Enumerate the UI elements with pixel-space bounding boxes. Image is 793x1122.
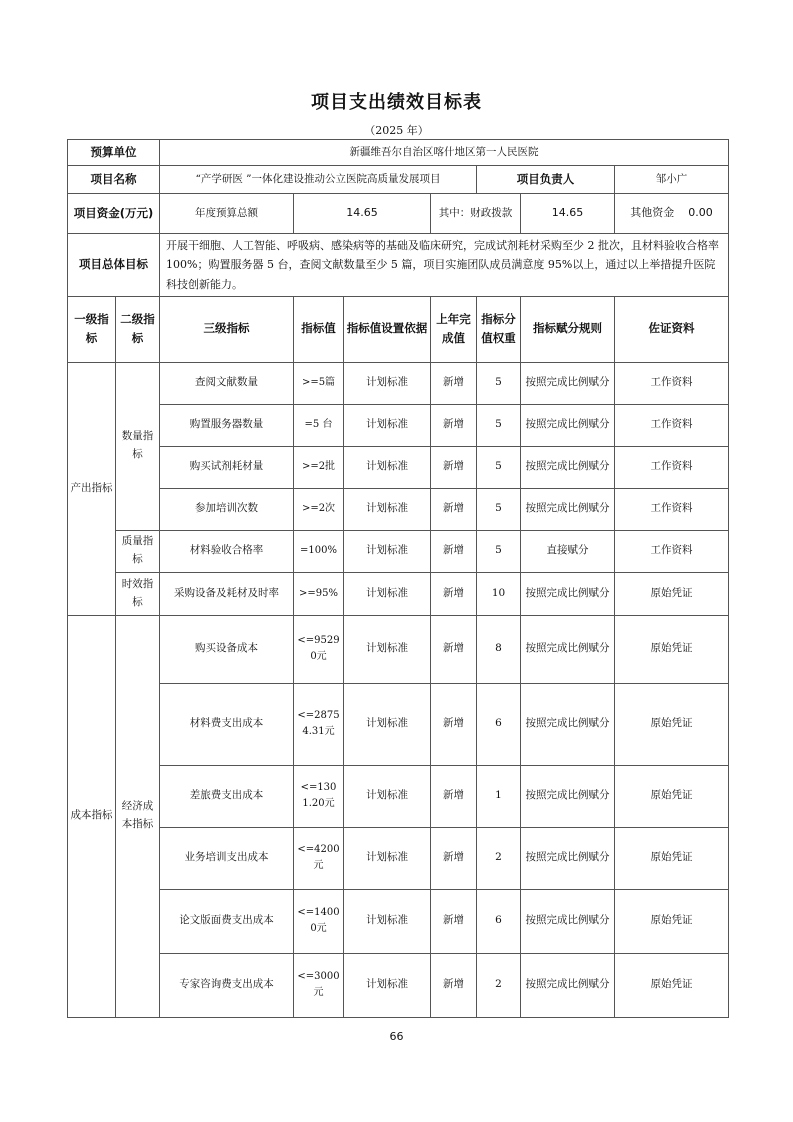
indicator-value: >=2批: [294, 446, 344, 488]
indicator-value: <=95290元: [294, 615, 344, 683]
goal-text: 开展干细胞、人工智能、呼吸病、感染病等的基础及临床研究，完成试剂耗材采购至少 2 批次，且材料验收合格率 100%；购置服务器 5 台，查阅文献数量至少 5 篇，项目实施团队成员满意度 95%以上，通过以上举措提升医院科技创新能力。: [160, 234, 729, 297]
indicator-basis: 计划标准: [344, 889, 431, 953]
indicator-name: 购买设备成本: [160, 615, 294, 683]
indicator-last: 新增: [431, 404, 477, 446]
indicator-weight: 10: [477, 572, 521, 615]
indicator-value: <=4200元: [294, 827, 344, 889]
group-timely: 时效指标: [116, 572, 160, 615]
indicator-name: 购置服务器数量: [160, 404, 294, 446]
indicator-value: <=28754.31元: [294, 683, 344, 765]
indicator-evidence: 原始凭证: [615, 765, 729, 827]
indicator-weight: 5: [477, 404, 521, 446]
other-funds-value: 0.00: [688, 206, 713, 220]
indicator-name: 采购设备及耗材及时率: [160, 572, 294, 615]
indicator-last: 新增: [431, 683, 477, 765]
indicator-last: 新增: [431, 488, 477, 530]
indicator-last: 新增: [431, 530, 477, 572]
indicator-value: >=2次: [294, 488, 344, 530]
indicator-name: 材料费支出成本: [160, 683, 294, 765]
indicator-weight: 1: [477, 765, 521, 827]
indicator-evidence: 工作资料: [615, 404, 729, 446]
indicator-basis: 计划标准: [344, 404, 431, 446]
indicator-rule: 直接赋分: [521, 530, 615, 572]
col-basis: 指标值设置依据: [344, 296, 431, 362]
indicator-value: =100%: [294, 530, 344, 572]
indicator-rule: 按照完成比例赋分: [521, 488, 615, 530]
unit-label: 预算单位: [68, 140, 160, 166]
group-quality: 质量指标: [116, 530, 160, 572]
fund-label: 项目资金(万元): [68, 194, 160, 234]
indicator-evidence: 原始凭证: [615, 615, 729, 683]
indicator-name: 参加培训次数: [160, 488, 294, 530]
indicator-name: 查阅文献数量: [160, 362, 294, 404]
indicator-value: <=14000元: [294, 889, 344, 953]
indicator-rule: 按照完成比例赋分: [521, 889, 615, 953]
indicator-rule: 按照完成比例赋分: [521, 446, 615, 488]
project-name-value: “产学研医 ”一体化建设推动公立医院高质量发展项目: [160, 166, 477, 194]
col-weight: 指标分值权重: [477, 296, 521, 362]
indicator-weight: 5: [477, 362, 521, 404]
indicator-basis: 计划标准: [344, 765, 431, 827]
indicator-name: 材料验收合格率: [160, 530, 294, 572]
indicator-value: >=5篇: [294, 362, 344, 404]
indicator-basis: 计划标准: [344, 446, 431, 488]
goal-label: 项目总体目标: [68, 234, 160, 297]
indicator-rule: 按照完成比例赋分: [521, 953, 615, 1017]
indicator-evidence: 工作资料: [615, 488, 729, 530]
group-economic: 经济成本指标: [116, 615, 160, 1017]
owner-value: 邹小广: [615, 166, 729, 194]
col-l3: 三级指标: [160, 296, 294, 362]
indicator-basis: 计划标准: [344, 530, 431, 572]
indicator-value: =5 台: [294, 404, 344, 446]
indicator-name: 论文版面费支出成本: [160, 889, 294, 953]
indicator-rule: 按照完成比例赋分: [521, 765, 615, 827]
indicator-basis: 计划标准: [344, 827, 431, 889]
indicator-rule: 按照完成比例赋分: [521, 683, 615, 765]
col-l1: 一级指标: [68, 296, 116, 362]
indicator-weight: 5: [477, 446, 521, 488]
group-quantity: 数量指标: [116, 362, 160, 530]
group-output: 产出指标: [68, 362, 116, 615]
indicator-weight: 8: [477, 615, 521, 683]
indicator-basis: 计划标准: [344, 488, 431, 530]
indicator-name: 业务培训支出成本: [160, 827, 294, 889]
indicator-weight: 2: [477, 827, 521, 889]
indicator-evidence: 原始凭证: [615, 953, 729, 1017]
page-title: 项目支出绩效目标表: [311, 92, 482, 113]
indicator-evidence: 工作资料: [615, 446, 729, 488]
indicator-rule: 按照完成比例赋分: [521, 827, 615, 889]
indicator-basis: 计划标准: [344, 362, 431, 404]
indicator-rule: 按照完成比例赋分: [521, 572, 615, 615]
annual-budget-value: 14.65: [294, 194, 431, 234]
indicator-last: 新增: [431, 446, 477, 488]
indicator-evidence: 原始凭证: [615, 827, 729, 889]
indicator-weight: 6: [477, 683, 521, 765]
project-name-label: 项目名称: [68, 166, 160, 194]
col-last: 上年完成值: [431, 296, 477, 362]
col-rule: 指标赋分规则: [521, 296, 615, 362]
indicator-basis: 计划标准: [344, 615, 431, 683]
unit-value: 新疆维吾尔自治区喀什地区第一人民医院: [160, 140, 729, 166]
indicator-name: 差旅费支出成本: [160, 765, 294, 827]
other-funds-label: 其他资金: [630, 206, 675, 220]
indicator-evidence: 工作资料: [615, 530, 729, 572]
indicator-name: 购买试剂耗材量: [160, 446, 294, 488]
indicator-basis: 计划标准: [344, 572, 431, 615]
fiscal-label: 其中：财政拨款: [431, 194, 521, 234]
indicator-evidence: 原始凭证: [615, 683, 729, 765]
indicator-name: 专家咨询费支出成本: [160, 953, 294, 1017]
indicator-evidence: 原始凭证: [615, 572, 729, 615]
indicator-basis: 计划标准: [344, 683, 431, 765]
indicator-weight: 2: [477, 953, 521, 1017]
page-number: 66: [389, 1030, 404, 1043]
indicator-value: >=95%: [294, 572, 344, 615]
indicator-evidence: 原始凭证: [615, 889, 729, 953]
indicator-last: 新增: [431, 765, 477, 827]
indicator-last: 新增: [431, 572, 477, 615]
indicator-weight: 5: [477, 488, 521, 530]
owner-label: 项目负责人: [477, 166, 615, 194]
col-evidence: 佐证资料: [615, 296, 729, 362]
annual-budget-label: 年度预算总额: [160, 194, 294, 234]
indicator-basis: 计划标准: [344, 953, 431, 1017]
indicator-rule: 按照完成比例赋分: [521, 404, 615, 446]
indicator-last: 新增: [431, 953, 477, 1017]
other-funds-cell: [615, 194, 729, 234]
indicator-value: <=3000元: [294, 953, 344, 1017]
indicator-value: <=1301.20元: [294, 765, 344, 827]
indicator-rule: 按照完成比例赋分: [521, 615, 615, 683]
indicator-weight: 6: [477, 889, 521, 953]
indicator-weight: 5: [477, 530, 521, 572]
col-value: 指标值: [294, 296, 344, 362]
col-l2: 二级指标: [116, 296, 160, 362]
fiscal-value: 14.65: [521, 194, 615, 234]
indicator-last: 新增: [431, 362, 477, 404]
indicator-evidence: 工作资料: [615, 362, 729, 404]
indicator-last: 新增: [431, 889, 477, 953]
group-cost: 成本指标: [68, 615, 116, 1017]
indicator-last: 新增: [431, 827, 477, 889]
performance-table: [67, 139, 729, 1018]
indicator-last: 新增: [431, 615, 477, 683]
year-label: （2025 年）: [364, 124, 429, 137]
indicator-rule: 按照完成比例赋分: [521, 362, 615, 404]
